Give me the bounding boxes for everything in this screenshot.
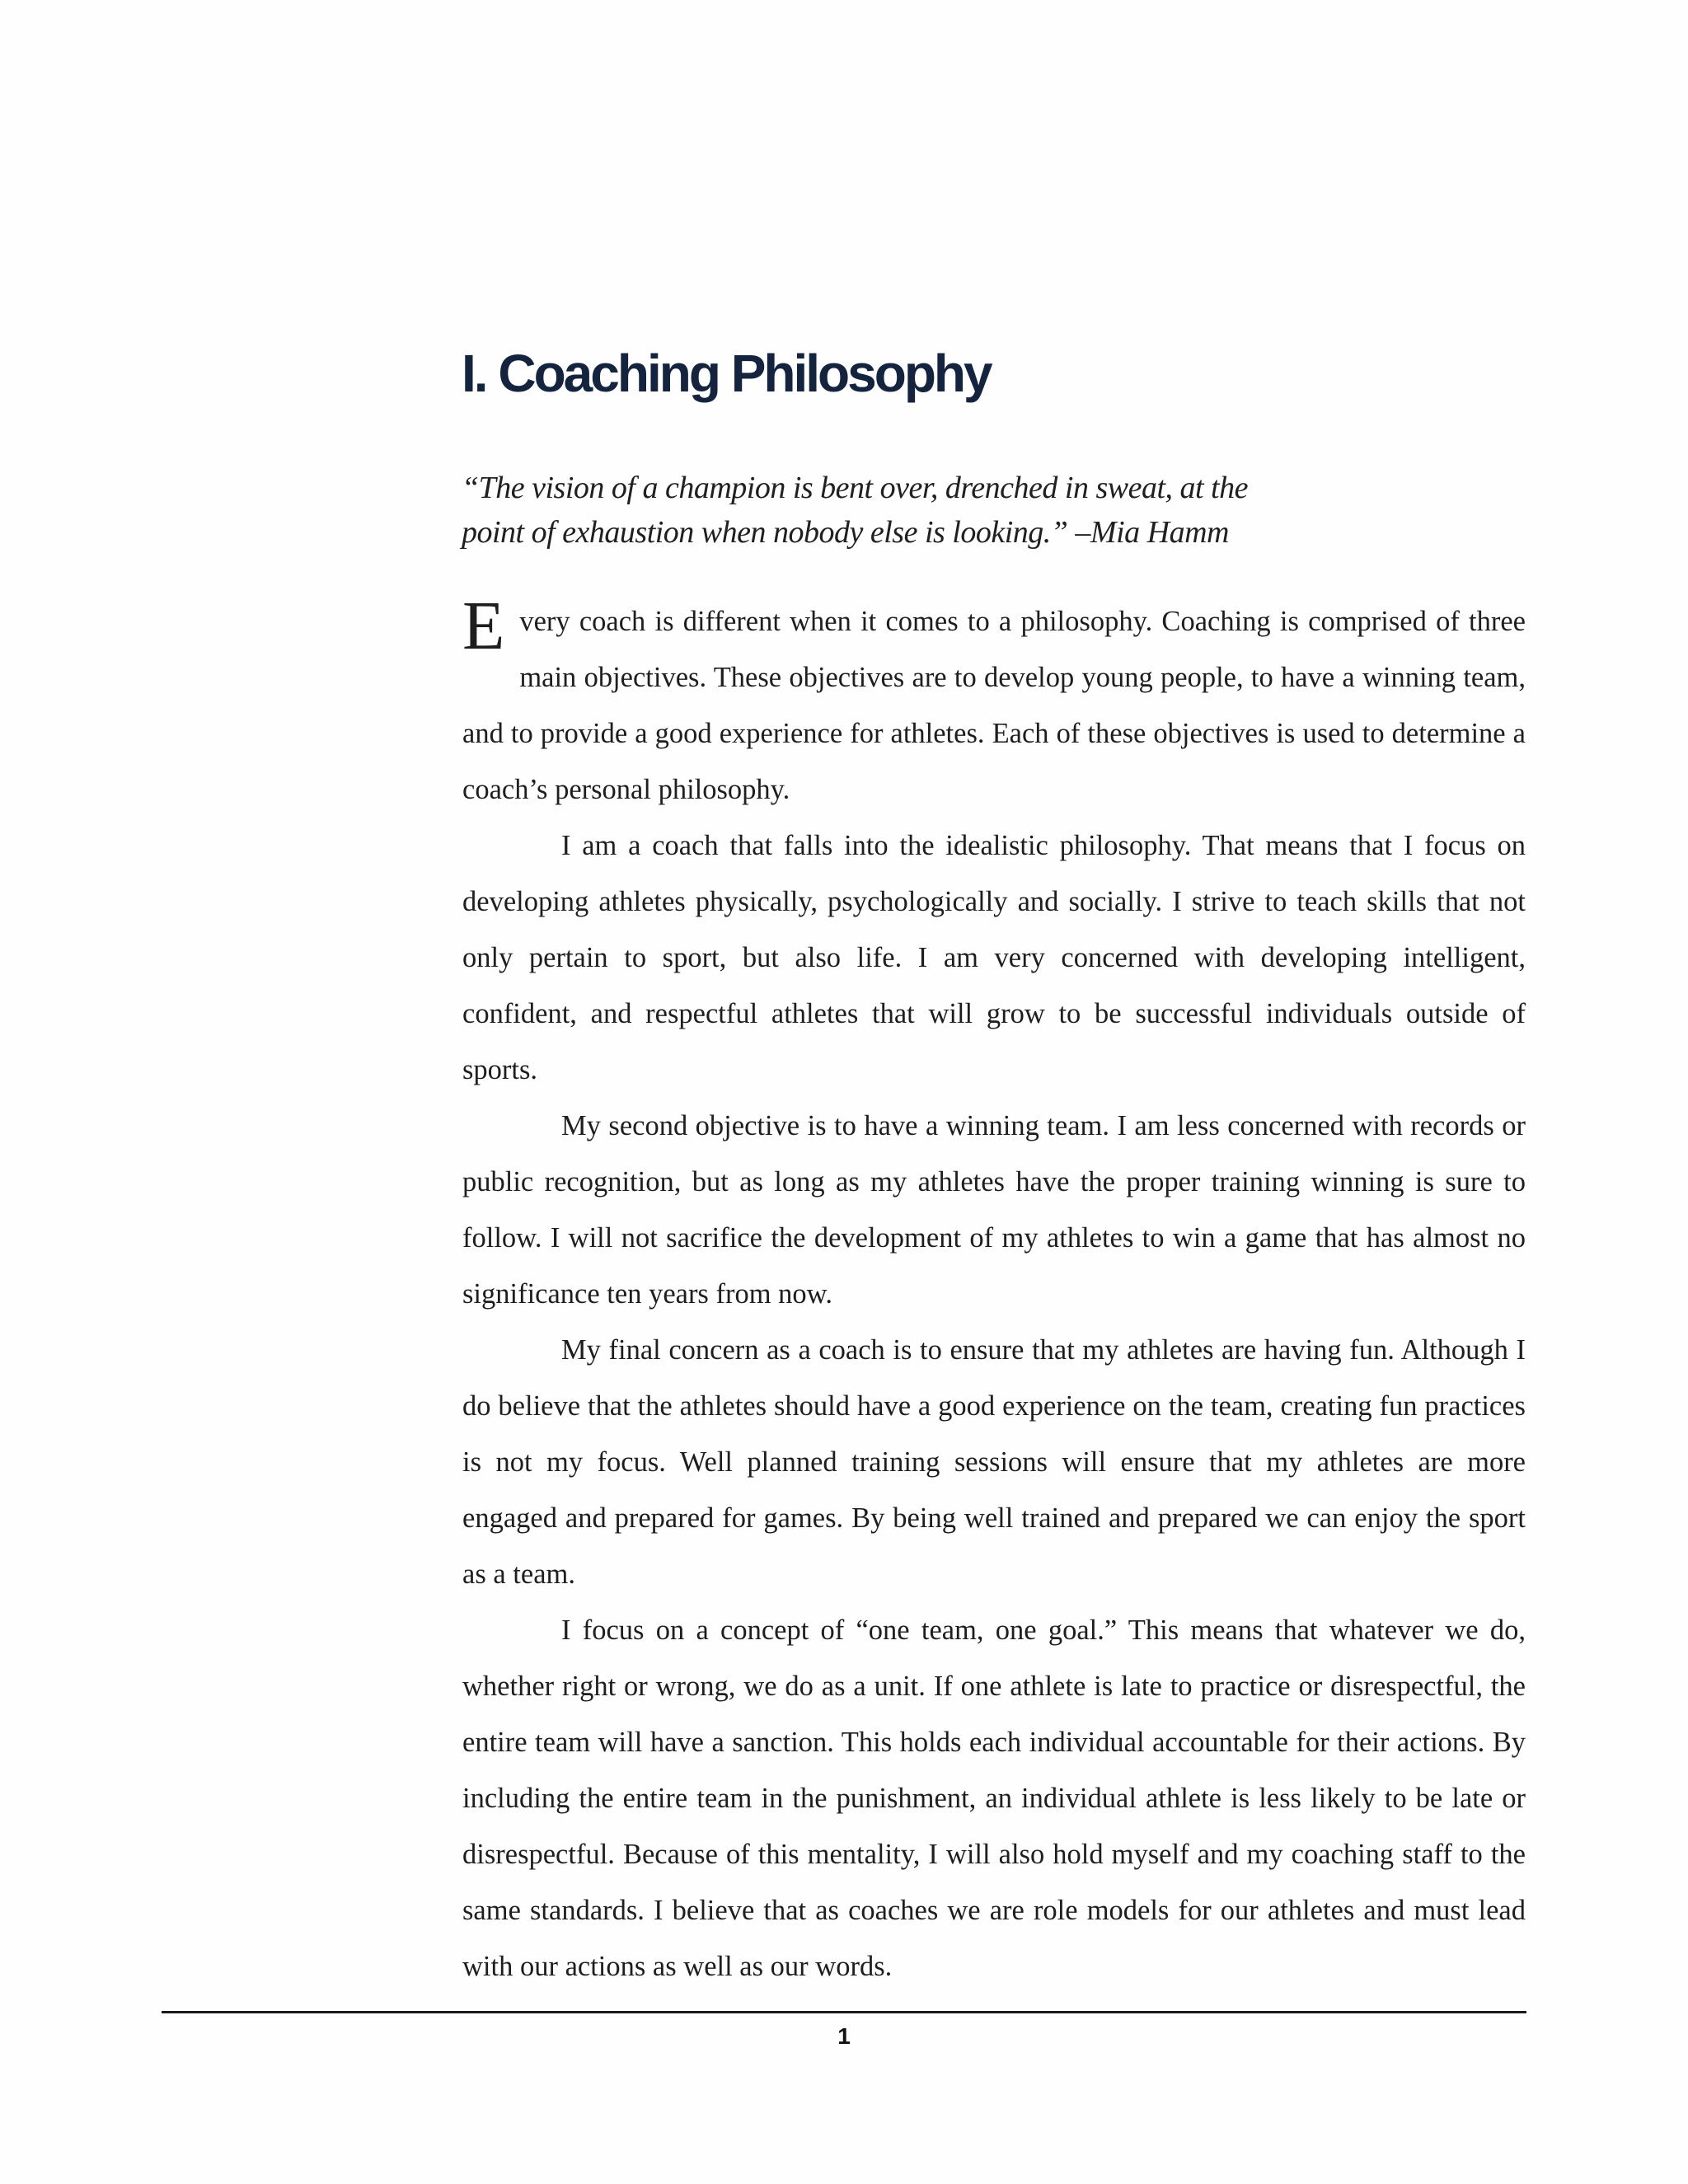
epigraph-line-1: “The vision of a champion is bent over, drenched in sweat, at the: [462, 471, 1248, 505]
page-number: 1: [837, 2023, 851, 2049]
footer-rule: [162, 2011, 1526, 2013]
paragraph-4: My final concern as a coach is to ensure that my athletes are having fun. Although I do believe that the athletes should have a good experience on the team, creating fun practices is not my focus. Well planned training sessions will ensure that my athletes are more engaged and prepared for games. By being well trained and prepared we can enjoy the sport as a team.: [462, 1334, 1526, 1590]
body-text: [462, 588, 1526, 1994]
paragraph-3: My second objective is to have a winning team. I am less concerned with records or public recognition, but as long as my athletes have the proper training winning is sure to follow. I will not sacrifice the development of my athletes to win a game that has almost no significance ten years from now.: [462, 1110, 1526, 1310]
epigraph-quote: [462, 466, 1286, 555]
paragraph-2: I am a coach that falls into the idealistic philosophy. That means that I focus on developing athletes physically, psychologically and socially. I strive to teach skills that not only pertain to sport, but also life. I am very concerned with developing intelligent, confident, and respectful athletes that will grow to be successful individuals outside of sports.: [462, 830, 1526, 1085]
paragraph-5: I focus on a concept of “one team, one goal.” This means that whatever we do, whether right or wrong, we do as a unit. If one athlete is late to practice or disrespectful, the entire team will have a sanction. This holds each individual accountable for their actions. By including the entire team in the punishment, an individual athlete is less likely to be late or disrespectful. Because of this mentality, I will also hold myself and my coaching staff to the same standards. I believe that as coaches we are role models for our athletes and must lead with our actions as well as our words.: [462, 1615, 1526, 1982]
paragraph-1: [462, 588, 1526, 818]
drop-cap: E: [462, 588, 505, 664]
epigraph-line-2: point of exhaustion when nobody else is looking.” –Mia Hamm: [462, 515, 1229, 550]
page-title: I. Coaching Philosophy: [462, 344, 991, 403]
paragraph-1-text: very coach is different when it comes to a philosophy. Coaching is comprised of three main objectives. These objectives are to develop young people, to have a winning team, and to provide a good experience for athletes. Each of these objectives is used to determine a coach’s personal philosophy.: [462, 606, 1526, 805]
